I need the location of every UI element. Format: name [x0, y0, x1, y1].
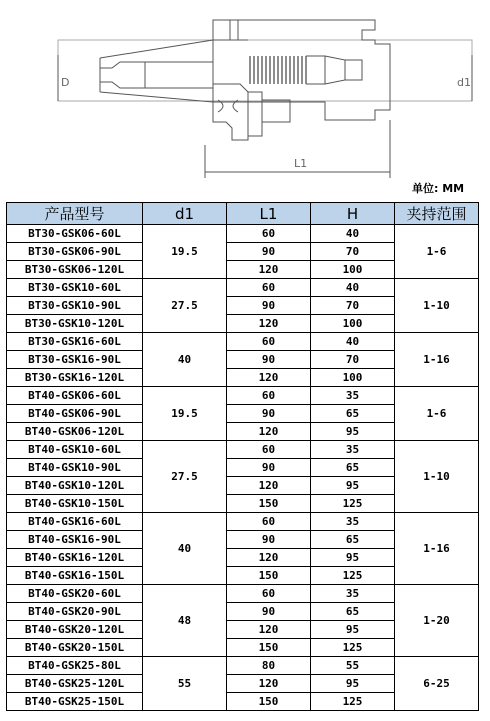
header-range: 夹持范围	[395, 203, 479, 225]
cell-l1: 60	[227, 513, 311, 531]
cell-d1: 40	[143, 513, 227, 585]
cell-model: BT30-GSK10-90L	[7, 297, 143, 315]
header-d1: d1	[143, 203, 227, 225]
cell-model: BT40-GSK06-60L	[7, 387, 143, 405]
cell-h: 125	[311, 495, 395, 513]
cell-range: 1-16	[395, 513, 479, 585]
cell-h: 35	[311, 387, 395, 405]
cell-model: BT40-GSK10-120L	[7, 477, 143, 495]
tool-holder-drawing	[0, 0, 490, 178]
cell-model: BT40-GSK10-150L	[7, 495, 143, 513]
cell-d1: 27.5	[143, 441, 227, 513]
cell-d1: 48	[143, 585, 227, 657]
cell-model: BT30-GSK06-90L	[7, 243, 143, 261]
cell-model: BT40-GSK16-90L	[7, 531, 143, 549]
cell-range: 1-16	[395, 333, 479, 387]
cell-l1: 90	[227, 405, 311, 423]
cell-h: 95	[311, 675, 395, 693]
spec-table	[6, 202, 479, 711]
cell-l1: 120	[227, 423, 311, 441]
table-row	[7, 387, 479, 405]
cell-l1: 150	[227, 693, 311, 711]
cell-model: BT40-GSK06-90L	[7, 405, 143, 423]
cell-l1: 120	[227, 369, 311, 387]
cell-model: BT40-GSK16-150L	[7, 567, 143, 585]
cell-l1: 90	[227, 603, 311, 621]
cell-model: BT40-GSK25-80L	[7, 657, 143, 675]
pull-stud	[100, 62, 145, 88]
cell-h: 35	[311, 513, 395, 531]
cell-d1: 19.5	[143, 387, 227, 441]
cell-model: BT30-GSK06-60L	[7, 225, 143, 243]
cell-l1: 150	[227, 567, 311, 585]
cell-l1: 120	[227, 261, 311, 279]
cell-model: BT40-GSK06-120L	[7, 423, 143, 441]
cell-h: 65	[311, 459, 395, 477]
cell-l1: 90	[227, 459, 311, 477]
cell-h: 65	[311, 405, 395, 423]
cell-h: 95	[311, 621, 395, 639]
cell-l1: 80	[227, 657, 311, 675]
cell-l1: 150	[227, 495, 311, 513]
cell-model: BT40-GSK25-120L	[7, 675, 143, 693]
header-row	[7, 203, 479, 225]
cell-model: BT40-GSK16-120L	[7, 549, 143, 567]
cell-l1: 60	[227, 333, 311, 351]
cell-l1: 90	[227, 243, 311, 261]
table-row	[7, 279, 479, 297]
cell-l1: 90	[227, 351, 311, 369]
cell-l1: 60	[227, 279, 311, 297]
cell-range: 1-6	[395, 225, 479, 279]
cell-l1: 90	[227, 531, 311, 549]
table-row	[7, 657, 479, 675]
cell-model: BT30-GSK10-60L	[7, 279, 143, 297]
cell-l1: 90	[227, 297, 311, 315]
cell-model: BT40-GSK20-120L	[7, 621, 143, 639]
table-row	[7, 441, 479, 459]
cell-model: BT40-GSK10-90L	[7, 459, 143, 477]
cell-h: 55	[311, 657, 395, 675]
table-row	[7, 333, 479, 351]
cell-h: 95	[311, 423, 395, 441]
cell-model: BT40-GSK20-90L	[7, 603, 143, 621]
taper	[100, 40, 213, 102]
spec-table-body	[7, 225, 479, 711]
cell-l1: 120	[227, 315, 311, 333]
cell-l1: 150	[227, 639, 311, 657]
cell-h: 70	[311, 243, 395, 261]
cell-model: BT30-GSK16-60L	[7, 333, 143, 351]
cell-model: BT30-GSK10-120L	[7, 315, 143, 333]
cell-model: BT40-GSK20-150L	[7, 639, 143, 657]
cell-l1: 60	[227, 387, 311, 405]
cell-h: 125	[311, 639, 395, 657]
cell-l1: 120	[227, 621, 311, 639]
cell-model: BT40-GSK10-60L	[7, 441, 143, 459]
cell-l1: 60	[227, 585, 311, 603]
cell-h: 125	[311, 567, 395, 585]
header-model: 产品型号	[7, 203, 143, 225]
cell-h: 35	[311, 441, 395, 459]
cell-model: BT30-GSK16-90L	[7, 351, 143, 369]
cell-h: 95	[311, 477, 395, 495]
cell-model: BT30-GSK16-120L	[7, 369, 143, 387]
cell-range: 1-20	[395, 585, 479, 657]
unit-note: 单位: MM	[412, 182, 465, 195]
cell-h: 70	[311, 351, 395, 369]
cell-h: 40	[311, 279, 395, 297]
thread-section	[250, 56, 306, 84]
cell-model: BT40-GSK25-150L	[7, 693, 143, 711]
label-l1: L1	[294, 157, 308, 170]
cell-h: 100	[311, 315, 395, 333]
cell-range: 6-25	[395, 657, 479, 711]
cell-h: 35	[311, 585, 395, 603]
label-d1: d1	[457, 76, 471, 89]
cell-h: 65	[311, 603, 395, 621]
header-l1: L1	[227, 203, 311, 225]
cell-l1: 60	[227, 441, 311, 459]
cell-d1: 19.5	[143, 225, 227, 279]
cell-h: 40	[311, 225, 395, 243]
cell-h: 40	[311, 333, 395, 351]
cell-range: 1-10	[395, 441, 479, 513]
cell-h: 70	[311, 297, 395, 315]
table-row	[7, 225, 479, 243]
cell-d1: 40	[143, 333, 227, 387]
cell-l1: 120	[227, 675, 311, 693]
table-row	[7, 513, 479, 531]
cell-h: 100	[311, 261, 395, 279]
cell-range: 1-10	[395, 279, 479, 333]
outline-frame	[58, 40, 472, 101]
label-d: D	[61, 76, 70, 89]
cell-model: BT30-GSK06-120L	[7, 261, 143, 279]
cell-model: BT40-GSK20-60L	[7, 585, 143, 603]
cell-l1: 120	[227, 477, 311, 495]
cell-h: 125	[311, 693, 395, 711]
cell-range: 1-6	[395, 387, 479, 441]
cell-l1: 120	[227, 549, 311, 567]
cell-d1: 55	[143, 657, 227, 711]
cell-h: 100	[311, 369, 395, 387]
header-h: H	[311, 203, 395, 225]
table-row	[7, 585, 479, 603]
cell-h: 65	[311, 531, 395, 549]
cell-d1: 27.5	[143, 279, 227, 333]
cell-model: BT40-GSK16-60L	[7, 513, 143, 531]
cell-l1: 60	[227, 225, 311, 243]
cell-h: 95	[311, 549, 395, 567]
